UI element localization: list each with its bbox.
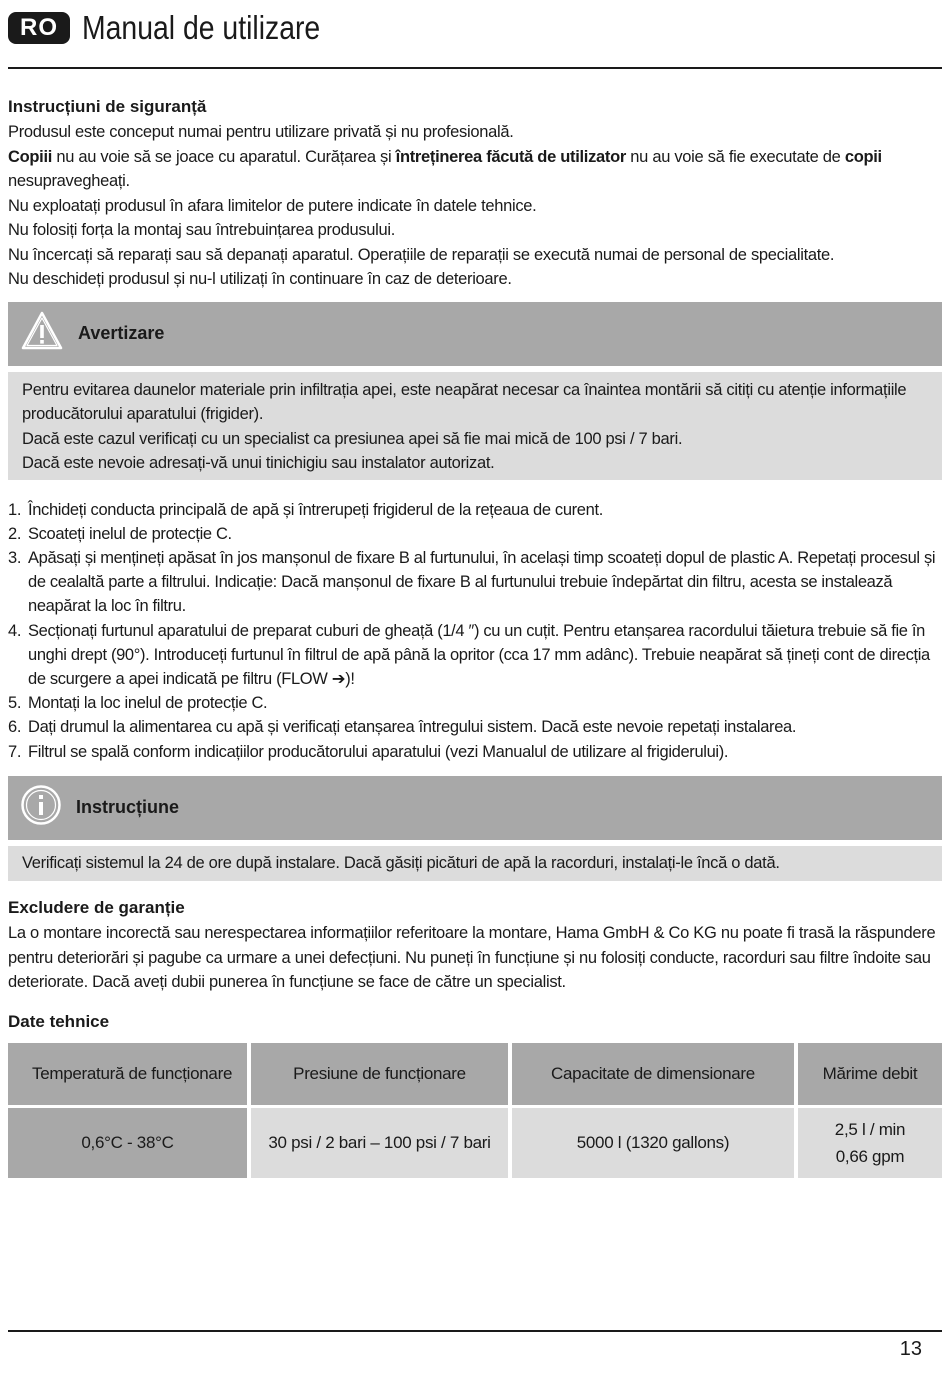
table-header-cell: Mărime debit (798, 1043, 942, 1108)
safety-line: Nu deschideți produsul și nu-l utilizați în continuare în caz de deterioare. (8, 270, 512, 288)
safety-heading: Instrucțiuni de siguranță (8, 97, 207, 116)
warning-text: Dacă este cazul verificați cu un specialist ca presiunea apei să fie mai mică de 100 psi / 7 bari. (22, 429, 683, 448)
warning-text: Pentru evitarea daunelor materiale prin infiltrația apei, este neapărat necesar ca înaintea montării să citiți cu atenție informațiile producătorului aparatului (frigider). (22, 380, 907, 423)
table-row (8, 1108, 942, 1178)
installation-steps (8, 498, 942, 764)
table-cell: 30 psi / 2 bari – 100 psi / 7 bari (251, 1108, 508, 1178)
list-item (8, 619, 942, 692)
info-circle-icon (20, 784, 62, 831)
safety-line-children (8, 145, 942, 194)
safety-line: Nu exploatați produsul în afara limitelor de putere indicate în datele tehnice. (8, 196, 537, 215)
safety-line: Produsul este conceput numai pentru utilizare privată și nu profesională. (8, 123, 514, 141)
step-text: Filtrul se spală conform indicațiilor producătorului aparatului (vezi Manualul de utilizare al frigiderului). (28, 742, 729, 761)
step-number: 3. (8, 548, 22, 567)
step-text: Dați drumul la alimentarea cu apă și verificați etanșarea întregului sistem. Dacă este nevoie repetați instalarea. (28, 718, 797, 737)
table-header-cell: Capacitate de dimensionare (512, 1043, 794, 1108)
page-content (8, 94, 942, 1178)
tech-table (4, 1043, 946, 1178)
warning-box-body (8, 372, 942, 480)
step-text: Scoateți inelul de protecție C. (28, 524, 232, 543)
flow-value: 2,5 l / min (834, 1119, 906, 1139)
step-text: Montați la loc inelul de protecție C. (28, 694, 268, 713)
note-box-body (8, 846, 942, 882)
page-number: 13 (899, 1338, 922, 1360)
step-number: 2. (8, 524, 22, 543)
bold-text: copii (844, 147, 882, 166)
safety-line: Nu încercați să reparați sau să depanați aparatul. Operațiile de reparații se execută numai de personal de specialitate. (8, 245, 835, 264)
tech-heading: Date tehnice (8, 1011, 110, 1031)
warning-triangle-icon (20, 310, 64, 357)
flow-value: 0,66 gpm (835, 1146, 905, 1166)
list-item (8, 691, 942, 715)
text-span: nu au voie să fie executate de (626, 147, 845, 166)
safety-line: Nu folosiți forța la montaj sau întrebuințarea produsului. (8, 221, 396, 239)
step-number: 1. (8, 500, 22, 519)
bold-text: întreținerea făcută de utilizator (395, 147, 626, 166)
warranty-text: La o montare incorectă sau nerespectarea informațiilor referitoare la montare, Hama GmbH & Co KG nu poate fi trasă la răspundere pentru deteriorări și pagube ca urmare a unei defecțiuni. Nu puneți în funcțiune și nu folosiți conducte, racorduri sau filtre îndoite sau deteriorate. Dacă aveți dubii punerea în funcțiune se face de către un specialist. (8, 924, 936, 992)
step-number: 5. (8, 694, 22, 713)
table-header-row (8, 1043, 942, 1108)
step-number: 7. (8, 742, 22, 761)
step-text: Închideți conducta principală de apă și întrerupeți frigiderul de la rețeaua de curent. (28, 500, 603, 519)
note-text: Verificați sistemul la 24 de ore după instalare. Dacă găsiți picături de apă la racorduri, instalați-le încă o dată. (22, 853, 780, 872)
text-span: nu au voie să se joace cu aparatul. Curățarea și (52, 147, 396, 166)
list-item (8, 498, 942, 522)
text-span: nesupravegheați. (8, 172, 130, 190)
bold-text: Copiii (8, 147, 53, 166)
list-item (8, 522, 942, 546)
table-cell: 0,6°C - 38°C (8, 1108, 247, 1178)
warning-text: Dacă este nevoie adresați-vă unui tinichigiu sau instalator autorizat. (22, 454, 495, 472)
table-cell: 5000 l (1320 gallons) (512, 1108, 794, 1178)
warning-label: Avertizare (78, 323, 165, 343)
step-text: Apăsați și mențineți apăsat în jos manșonul de fixare B al furtunului, în același timp scoateți dopul de plastic A. Repetați procesul și de cealaltă parte a filtrului. Indicație: Dacă manșonul de fixare B al furtunului trebuie îndepărtat din filtru, acesta se instalează neapărat la loc în filtru. (28, 548, 936, 616)
note-box-header (8, 776, 942, 840)
step-text: Secționați furtunul aparatului de preparat cuburi de gheață (1/4 ″) cu un cuțit. Pentru etanșarea racordului tăietura trebuie să fie în unghi drept (90°). Introduceți furtunul în filtrul de apă până la opritor (cca 17 mm adânc). Trebuie neapărat să țineți cont de direcția de scurgere a apei indicată pe filtru (FLOW ➔)! (28, 621, 930, 688)
language-badge: RO (8, 12, 70, 44)
table-header-cell: Temperatură de funcționare (8, 1043, 247, 1108)
list-item (8, 740, 942, 764)
step-number: 6. (8, 718, 22, 737)
list-item (8, 546, 942, 619)
table-cell (798, 1108, 942, 1178)
page-header (8, 8, 359, 48)
list-item (8, 715, 942, 739)
warning-box-header (8, 302, 942, 366)
warranty-heading: Excludere de garanție (8, 898, 185, 918)
top-divider (8, 67, 942, 69)
step-number: 4. (8, 621, 22, 640)
table-header-cell: Presiune de funcționare (251, 1043, 508, 1108)
note-label: Instrucțiune (76, 797, 180, 818)
page-title: Manual de utilizare (82, 9, 321, 46)
bottom-divider (8, 1330, 942, 1332)
